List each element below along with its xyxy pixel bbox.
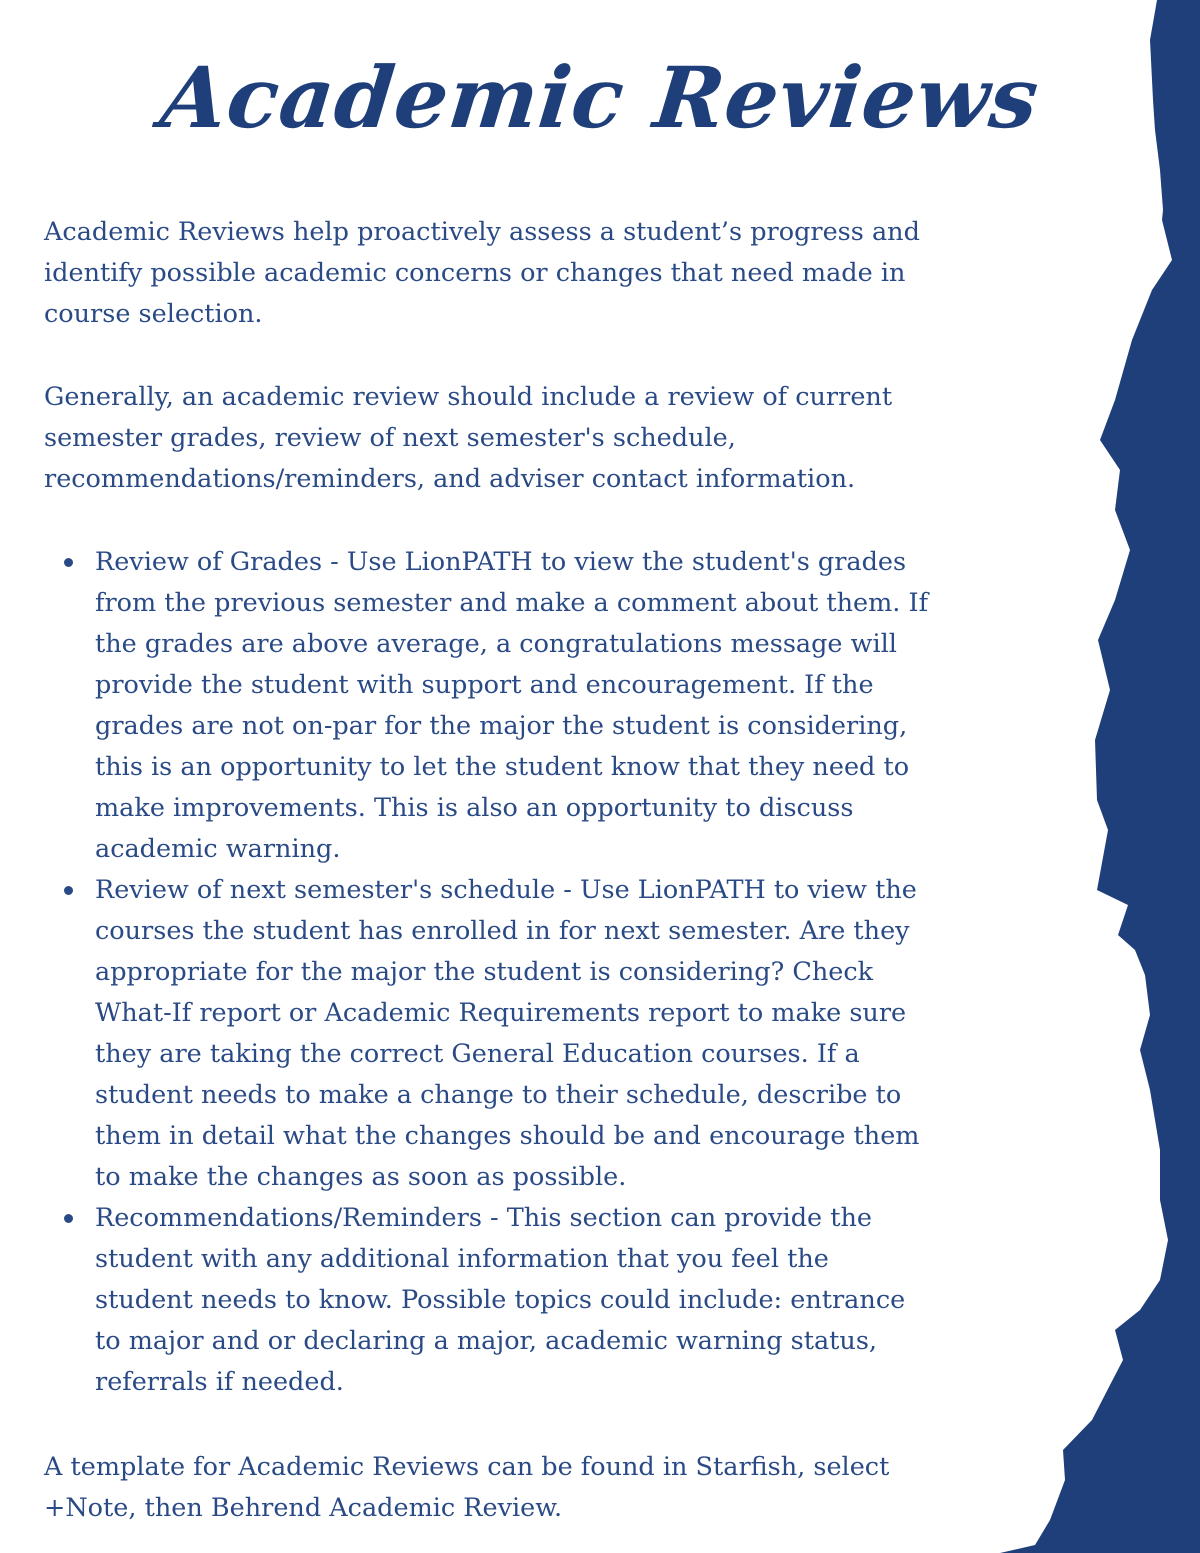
text-line: referrals if needed. [95,1367,344,1397]
text-line: course selection. [44,299,263,329]
text-line: the grades are above average, a congratulations message will [95,629,897,659]
text-line: courses the student has enrolled in for next semester. Are they [95,916,910,946]
text-line: them in detail what the changes should be and encourage them [95,1121,920,1151]
text-line: to major and or declaring a major, academic warning status, [95,1326,878,1356]
text-line: from the previous semester and make a comment about them. If [95,588,929,618]
text-line: identify possible academic concerns or changes that need made in [44,258,906,288]
text-line: What-If report or Academic Requirements report to make sure [95,998,907,1028]
footer-paragraph [44,1447,889,1529]
text-line: student needs to know. Possible topics could include: entrance [95,1285,906,1315]
text-line: +Note, then Behrend Academic Review. [44,1493,563,1523]
text-line: grades are not on-par for the major the student is considering, [95,711,908,741]
text-line: provide the student with support and encouragement. If the [95,670,874,700]
text-line: student with any additional information that you feel the [95,1244,829,1274]
text-line: recommendations/reminders, and adviser contact information. [44,464,856,494]
text-line: A template for Academic Reviews can be found in Starfish, select [44,1452,890,1482]
intro-paragraph [44,212,920,335]
page-title: Academic Reviews [156,48,1044,147]
text-line: semester grades, review of next semester's schedule, [44,423,736,453]
text-line: make improvements. This is also an opportunity to discuss [95,793,854,823]
bullet-list [95,542,928,1403]
bullet-icon [64,1214,73,1223]
text-line: academic warning. [95,834,341,864]
list-item-recommendations [95,1198,928,1403]
text-line: Review of Grades - Use LionPATH to view the student's grades [95,547,907,577]
text-line: they are taking the correct General Education courses. If a [95,1039,860,1069]
list-item-grades [95,542,928,870]
text-line: Generally, an academic review should include a review of current [44,382,893,412]
text-line: appropriate for the major the student is considering? Check [95,957,874,987]
text-line: this is an opportunity to let the student know that they need to [95,752,910,782]
text-line: to make the changes as soon as possible. [95,1162,627,1192]
list-item-schedule [95,870,928,1198]
text-line: Academic Reviews help proactively assess a student’s progress and [44,217,920,247]
bullet-icon [64,886,73,895]
text-line: Recommendations/Reminders - This section can provide the [95,1203,872,1233]
general-paragraph [44,377,892,500]
text-line: Review of next semester's schedule - Use LionPATH to view the [95,875,917,905]
text-line: student needs to make a change to their schedule, describe to [95,1080,902,1110]
bullet-icon [64,558,73,567]
